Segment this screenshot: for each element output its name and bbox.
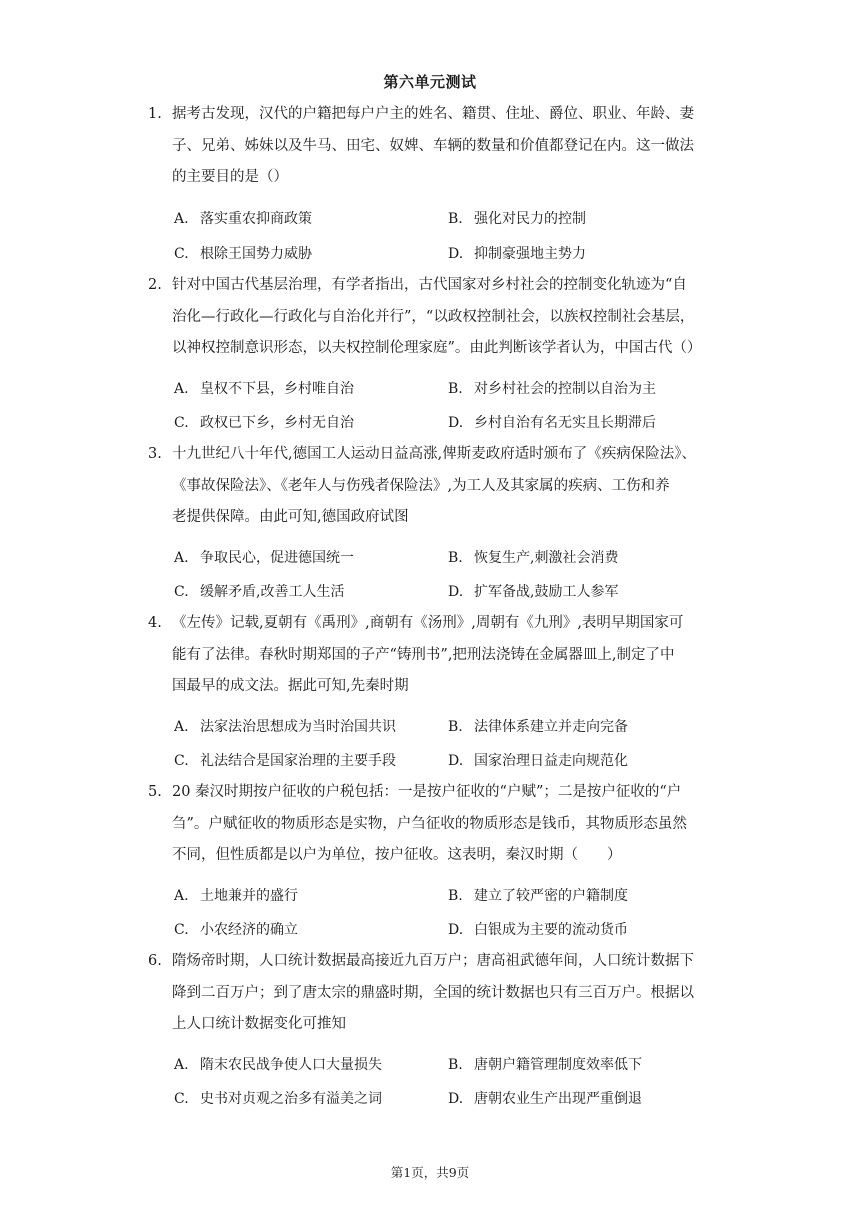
question-stem — [172, 946, 722, 1041]
option-text: 根除王国势力威胁 — [200, 246, 312, 262]
option-c[interactable]: C. 根除王国势力威胁 — [174, 246, 312, 262]
option-text: 白银成为主要的流动货币 — [474, 922, 628, 938]
option-text: 国家治理日益走向规范化 — [474, 753, 628, 769]
option-a[interactable]: A. 法家法治思想成为当时治国共识 — [174, 719, 396, 735]
question-stem — [172, 270, 722, 365]
option-c[interactable]: C. 政权已下乡，乡村无自治 — [174, 415, 354, 431]
stem-line: 降到二百万户；到了唐太宗的鼎盛时期，全国的统计数据也只有三百万户。根据以 — [172, 984, 694, 1001]
stem-line: 能有了法律。春秋时期郑国的子产“铸刑书”,把刑法浇铸在金属器皿上,制定了中 — [172, 646, 675, 663]
option-c[interactable]: C. 礼法结合是国家治理的主要手段 — [174, 753, 396, 769]
option-text: 建立了较严密的户籍制度 — [474, 888, 628, 904]
option-text: 隋末农民战争使人口大量损失 — [200, 1057, 382, 1073]
option-d[interactable]: D. 唐朝农业生产出现严重倒退 — [448, 1091, 642, 1107]
question-stem — [172, 608, 722, 703]
page-title: 第六单元测试 — [383, 73, 477, 91]
question-number: 2. — [148, 277, 162, 293]
stem-line: 《事故保险法》、《老年人与伤残者保险法》,为工人及其家属的疾病、工伤和养 — [172, 477, 670, 494]
option-b[interactable]: B. 恢复生产,刺激社会消费 — [448, 550, 619, 566]
option-d[interactable]: D. 扩军备战,鼓励工人参军 — [448, 584, 619, 600]
option-text: 落实重农抑商政策 — [200, 211, 312, 227]
stem-line: 上人口统计数据变化可推知 — [172, 1016, 346, 1032]
option-text: 皇权不下县，乡村唯自治 — [200, 381, 354, 397]
option-text: 礼法结合是国家治理的主要手段 — [200, 753, 396, 769]
stem-line: 据考古发现，汉代的户籍把每户户主的姓名、籍贯、住址、爵位、职业、年龄、妻 — [172, 106, 694, 122]
option-a[interactable]: A. 皇权不下县，乡村唯自治 — [174, 381, 354, 397]
question-number: 4. — [148, 615, 162, 631]
stem-line: 《左传》记载,夏朝有《禹刑》,商朝有《汤刑》,周朝有《九刑》,表明早期国家可 — [172, 615, 684, 631]
stem-line: 针对中国古代基层治理，有学者指出，古代国家对乡村社会的控制变化轨迹为“自 — [172, 277, 687, 293]
option-text: 对乡村社会的控制以自治为主 — [474, 381, 656, 397]
stem-line: 以神权控制意识形态，以夫权控制伦理家庭”。由此判断该学者认为，中国古代（） — [172, 340, 702, 356]
question-stem — [172, 439, 722, 534]
option-d[interactable]: D. 白银成为主要的流动货币 — [448, 922, 628, 938]
option-a[interactable]: A. 土地兼并的盛行 — [174, 888, 298, 904]
option-c[interactable]: C. 史书对贞观之治多有溢美之词 — [174, 1091, 382, 1107]
option-c[interactable]: C. 缓解矛盾,改善工人生活 — [174, 584, 345, 600]
option-a[interactable]: A. 隋末农民战争使人口大量损失 — [174, 1057, 382, 1073]
option-text: 争取民心，促进德国统一 — [200, 550, 354, 566]
option-text: 政权已下乡，乡村无自治 — [200, 415, 354, 431]
stem-line: 隋炀帝时期，人口统计数据最高接近九百万户；唐高祖武德年间，人口统计数据下 — [172, 953, 694, 969]
option-b[interactable]: B. 建立了较严密的户籍制度 — [448, 888, 628, 904]
option-text: 抑制豪强地主势力 — [474, 246, 586, 262]
option-text: 小农经济的确立 — [200, 922, 298, 938]
stem-line: 20 秦汉时期按户征收的户税包括：一是按户征收的“户赋”；二是按户征收的“户 — [172, 784, 682, 800]
option-text: 缓解矛盾,改善工人生活 — [200, 584, 345, 600]
option-d[interactable]: D. 乡村自治有名无实且长期滞后 — [448, 415, 656, 431]
stem-line: 刍”。户赋征收的物质形态是实物，户刍征收的物质形态是钱币，其物质形态虽然 — [172, 815, 687, 832]
option-b[interactable]: B. 对乡村社会的控制以自治为主 — [448, 381, 656, 397]
option-c[interactable]: C. 小农经济的确立 — [174, 922, 298, 938]
option-d[interactable]: D. 抑制豪强地主势力 — [448, 246, 586, 262]
question-stem — [172, 777, 722, 872]
option-b[interactable]: B. 唐朝户籍管理制度效率低下 — [448, 1057, 642, 1073]
option-a[interactable]: A. 争取民心，促进德国统一 — [174, 550, 354, 566]
option-text: 强化对民力的控制 — [474, 211, 586, 227]
question-number: 1. — [148, 106, 162, 122]
option-text: 唐朝农业生产出现严重倒退 — [474, 1091, 642, 1107]
option-text: 史书对贞观之治多有溢美之词 — [200, 1091, 382, 1107]
stem-line: 不同，但性质都是以户为单位，按户征收。这表明，秦汉时期（ ） — [172, 847, 622, 863]
option-d[interactable]: D. 国家治理日益走向规范化 — [448, 753, 628, 769]
page-footer: 第1页，共9页 — [390, 1165, 470, 1180]
stem-line: 治化—行政化—行政化与自治化并行”，“以政权控制社会，以族权控制社会基层， — [172, 308, 695, 325]
option-text: 恢复生产,刺激社会消费 — [474, 550, 619, 566]
stem-line: 国最早的成文法。据此可知,先秦时期 — [172, 678, 409, 694]
question-number: 3. — [148, 446, 162, 462]
option-b[interactable]: B. 强化对民力的控制 — [448, 211, 586, 227]
question-number: 6. — [148, 953, 162, 969]
option-text: 土地兼并的盛行 — [200, 888, 298, 904]
stem-line: 十九世纪八十年代,德国工人运动日益高涨,俾斯麦政府适时颁布了《疾病保险法》、 — [172, 446, 696, 462]
stem-line: 子、兄弟、姊妹以及牛马、田宅、奴婢、车辆的数量和价值都登记在内。这一做法 — [172, 137, 694, 154]
option-text: 扩军备战,鼓励工人参军 — [474, 584, 619, 600]
stem-line: 的主要目的是（） — [172, 169, 288, 185]
option-text: 乡村自治有名无实且长期滞后 — [474, 415, 656, 431]
option-text: 法家法治思想成为当时治国共识 — [200, 719, 396, 735]
option-b[interactable]: B. 法律体系建立并走向完备 — [448, 719, 628, 735]
question-stem — [172, 99, 722, 194]
question-number: 5. — [148, 784, 162, 800]
option-text: 法律体系建立并走向完备 — [474, 719, 628, 735]
option-text: 唐朝户籍管理制度效率低下 — [474, 1057, 642, 1073]
option-a[interactable]: A. 落实重农抑商政策 — [174, 211, 312, 227]
stem-line: 老提供保障。由此可知,德国政府试图 — [172, 509, 409, 525]
